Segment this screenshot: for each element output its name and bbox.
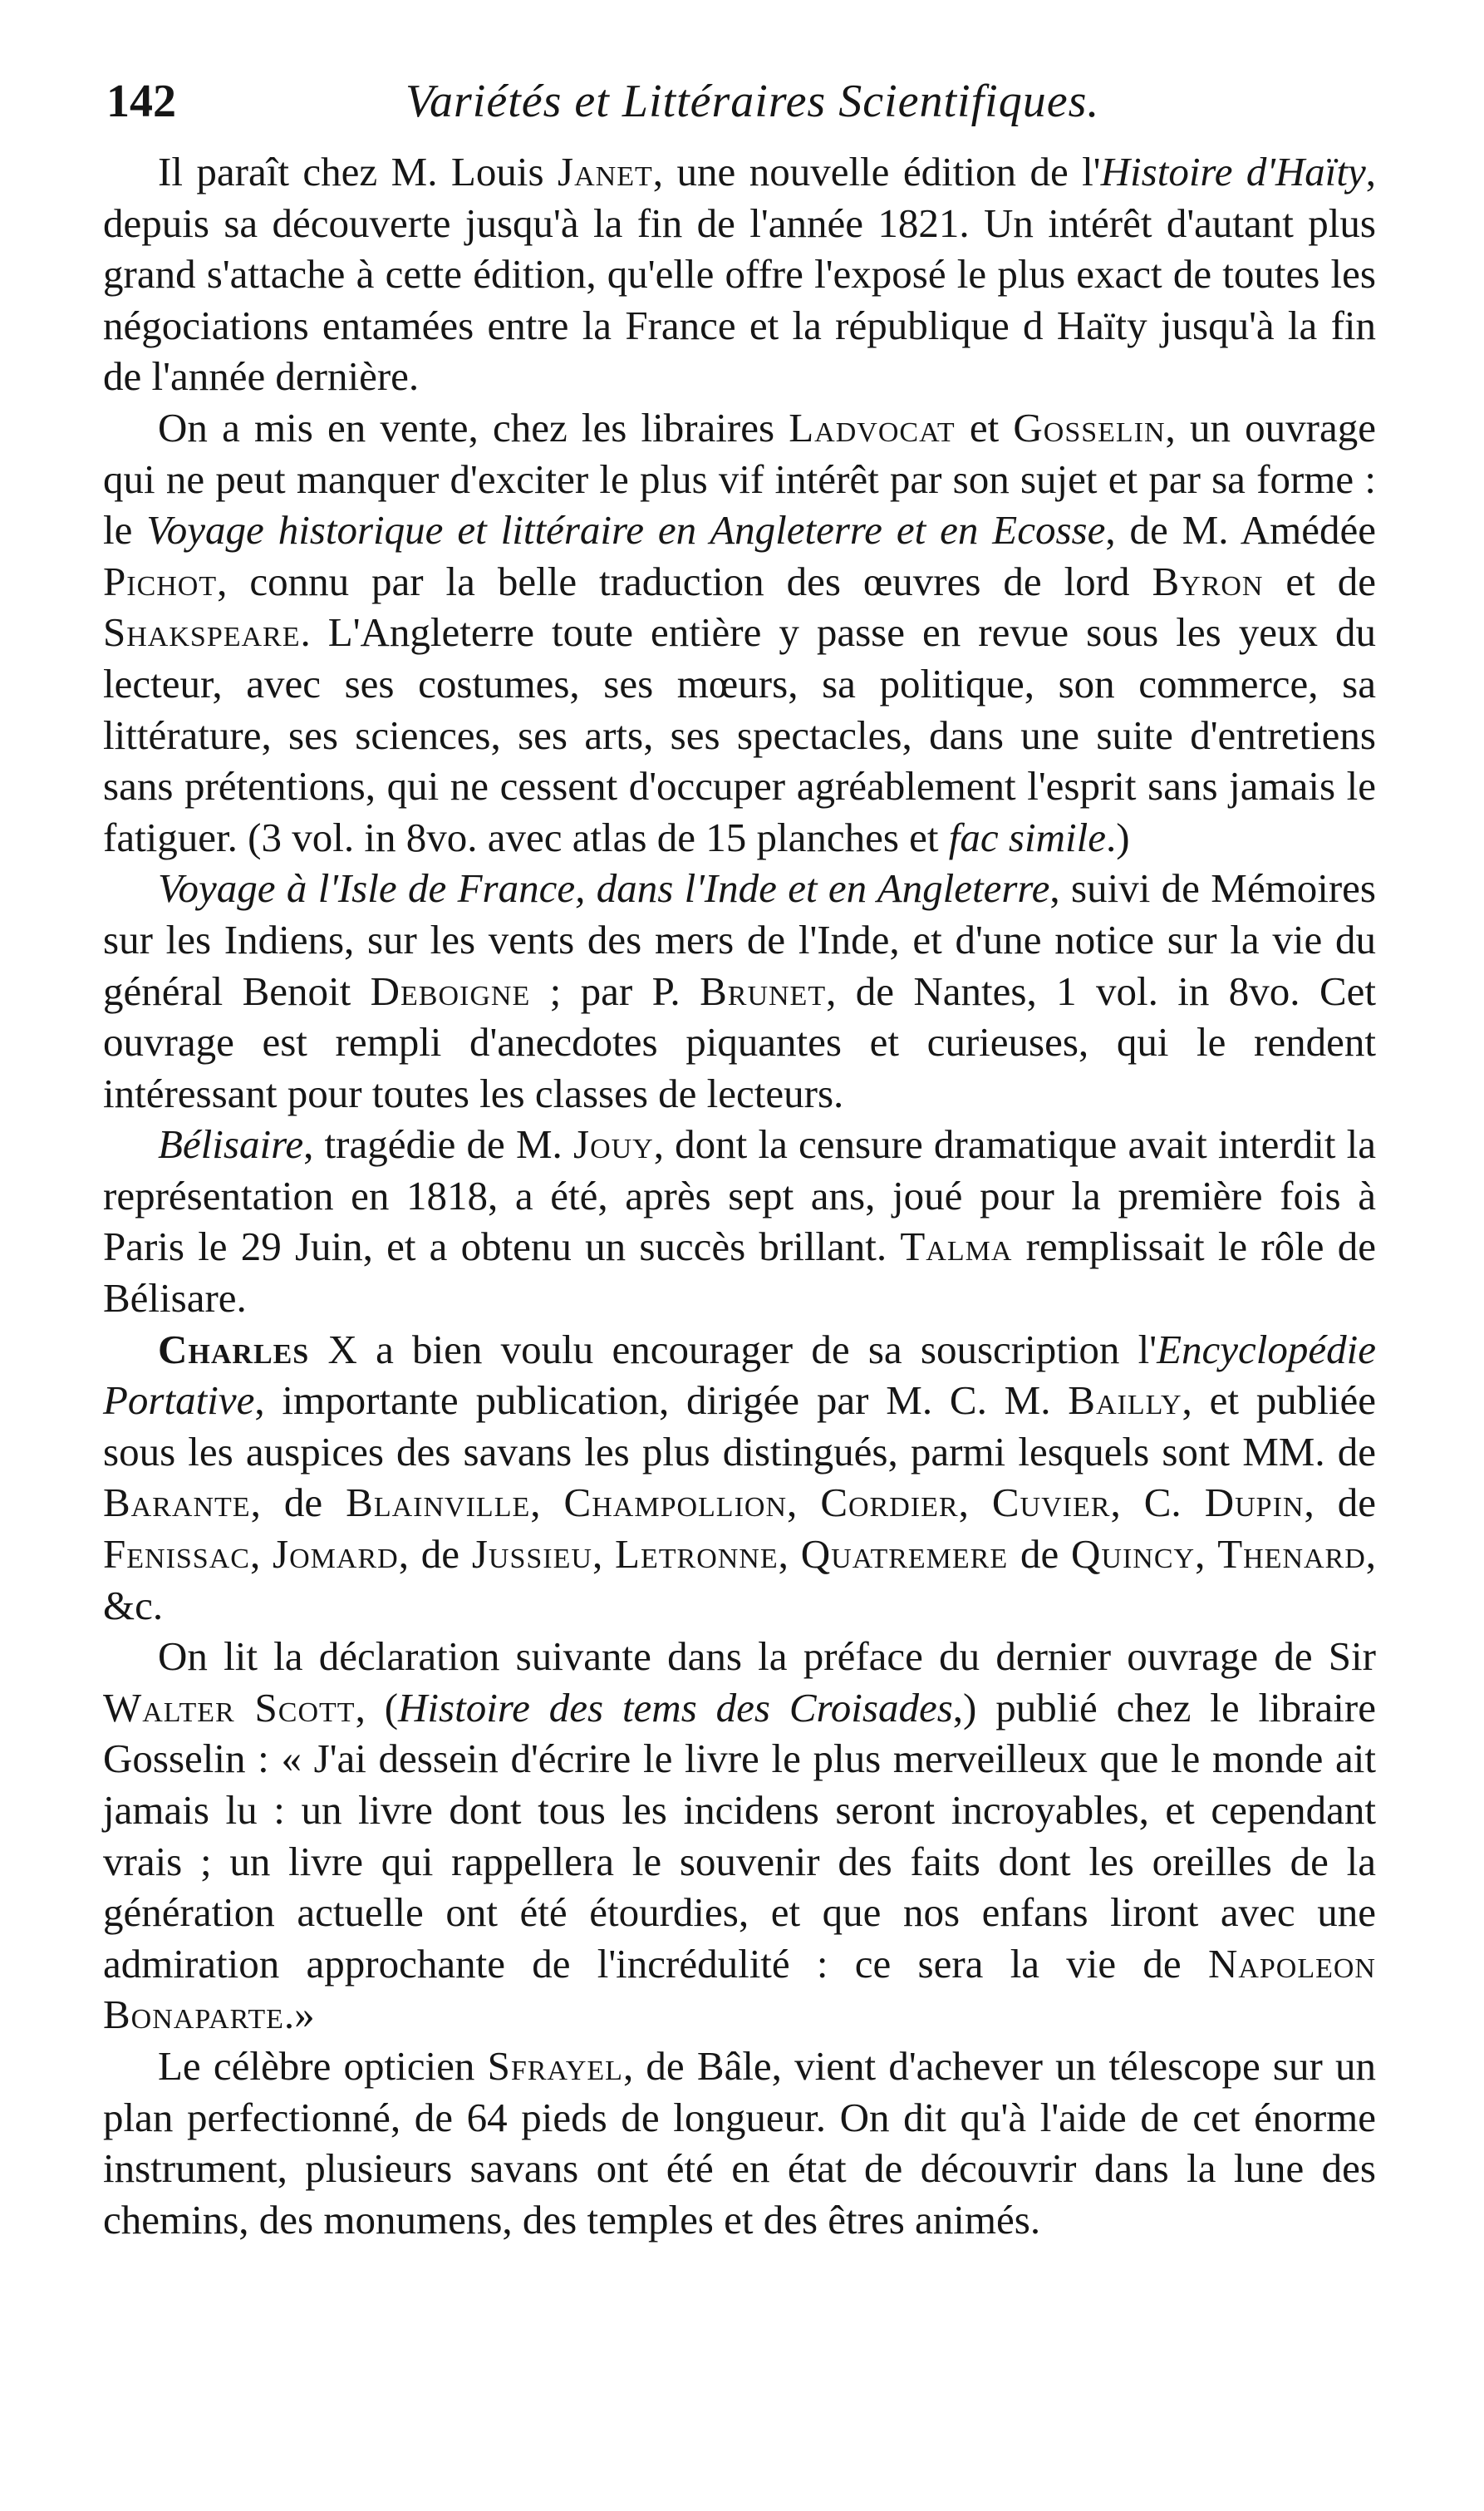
text-run: , tragédie de M. [303, 1121, 573, 1168]
text-run: , C. [1110, 1480, 1205, 1526]
italic-text: Encyclopédie Portative [103, 1326, 1376, 1424]
small-caps-name: Charles [158, 1326, 310, 1372]
paragraph-walter-scott [103, 1631, 1376, 2041]
text-run: . L'Angleterre toute entière y passe en revue sous les yeux du lecteur, avec ses costumes, ses mœurs, sa politique, son commerce, sa littérature, ses sciences, ses arts, ses spectacles, dans une suite d'entretiens sans prétentions, qui ne cessent d'occuper agréablement l'esprit sans jamais le fatiguer. (3 vol. in 8vo. avec atlas de 15 planches et [103, 609, 1376, 860]
small-caps-name: Deboigne [370, 967, 531, 1014]
text-run: , de [1304, 1480, 1377, 1526]
small-caps-name: Blainville [346, 1480, 531, 1526]
small-caps-name: Byron [1152, 558, 1264, 604]
small-caps-name: Brunet [700, 967, 827, 1014]
text-run: , &c. [103, 1531, 1377, 1628]
text-run: de [1008, 1531, 1072, 1578]
small-caps-name: Dupin [1204, 1480, 1305, 1526]
running-title: Variétés et Littéraires Scientifiques. [405, 76, 1100, 127]
small-caps-name: Janet [558, 149, 653, 194]
small-caps-name: Talma [900, 1223, 1013, 1270]
italic-text: Histoire d'Haïty [1100, 149, 1366, 194]
body-text [103, 146, 1376, 2245]
small-caps-name: Jouy [573, 1121, 654, 1168]
text-run: , [249, 1531, 273, 1578]
text-run: X a bien voulu encourager de sa souscription l' [309, 1326, 1157, 1372]
small-caps-name: Quatremere [800, 1531, 1009, 1578]
small-caps-name: Gosselin [1013, 404, 1166, 451]
text-run: .» [283, 1992, 315, 2038]
text-run: , ( [355, 1684, 399, 1731]
small-caps-name: Fenissac [103, 1531, 250, 1578]
italic-text: Bélisaire [158, 1121, 304, 1168]
paragraph-belisaire [103, 1119, 1376, 1323]
text-run: ; par P. [530, 967, 700, 1014]
italic-text: fac simile [948, 814, 1106, 860]
small-caps-name: Napoleon Bonaparte [103, 1940, 1376, 2038]
paragraph-voyage-angleterre [103, 402, 1376, 863]
small-caps-name: Jomard [273, 1531, 399, 1578]
text-run: , suivi de Mémoires sur les Indiens, sur les vents des mers de l'Inde, et d'une notice sur la vie du général Benoit [103, 865, 1376, 1014]
small-caps-name: Walter Scott [103, 1684, 356, 1731]
text-run: , dont la censure dramatique avait interdit la représentation en 1818, a été, après sept ans, joué pour la première fois à Paris le 29 Juin, et a obtenu un succès brillant. [103, 1121, 1376, 1270]
small-caps-name: Shakspeare [103, 609, 301, 656]
small-caps-name: Ladvocat [789, 404, 956, 451]
text-run: remplissait le rôle de Bélisare. [103, 1223, 1376, 1322]
text-run: , un ouvrage qui ne peut manquer d'exciter le plus vif intérêt par son sujet et par sa forme : le [103, 404, 1376, 554]
paragraph-telescope [103, 2041, 1376, 2245]
page-header [106, 66, 1386, 136]
text-run: et de [1263, 558, 1376, 604]
text-run: .) [1105, 814, 1130, 860]
text-run: , une nouvelle édition de l' [652, 149, 1101, 194]
text-run: , depuis sa découverte jusqu'à la fin de l'année 1821. Un intérêt d'autant plus grand s'attache à cette édition, qu'elle offre l'exposé le plus exact de toutes les négociations entamées entre la France et la république d Haïty jusqu'à la fin de l'année dernière. [103, 149, 1377, 400]
small-caps-name: Bailly [1068, 1377, 1182, 1424]
small-caps-name: Sfrayel [487, 2042, 623, 2089]
text-run: , de [250, 1480, 346, 1526]
text-run: et [955, 404, 1014, 451]
text-run: , de [398, 1531, 472, 1578]
text-run: , [1195, 1531, 1218, 1578]
small-caps-name: Cordier [820, 1480, 959, 1526]
text-run: , [958, 1480, 992, 1526]
text-run: , [592, 1531, 616, 1578]
italic-text: Histoire des tems des Croisades [398, 1684, 953, 1731]
text-run: , [778, 1531, 801, 1578]
small-caps-name: Champollion [563, 1480, 787, 1526]
text-run: On a mis en vente, chez les libraires [158, 404, 789, 451]
small-caps-name: Barante [103, 1480, 251, 1526]
text-run: , de Bâle, vient d'achever un télescope sur un plan perfectionné, de 64 pieds de longueur. On dit qu'à l'aide de cet énorme instrument, plusieurs savans ont été en état de découvrir dans la lune des chemins, des monumens, des temples et des êtres animés. [103, 2042, 1376, 2243]
small-caps-name: Thenard [1217, 1531, 1366, 1578]
paragraph-haiti [103, 146, 1376, 402]
text-run: , [787, 1480, 821, 1526]
text-run: , [530, 1480, 564, 1526]
text-run: On lit la déclaration suivante dans la préface du dernier ouvrage de Sir [158, 1633, 1376, 1680]
text-run: ,) publié chez le libraire Gosselin : « J'ai dessein d'écrire le livre le plus merveilleux que le monde ait jamais lu : un livre dont tous les incidens seront incroyables, et cependant vrais ; un livre qui rappellera le souvenir des faits dont les oreilles de la génération actuelle ont été étourdies, et que nos enfans liront avec une admiration approchante de l'incrédulité : ce sera la vie de [103, 1684, 1376, 1987]
italic-text: Voyage à l'Isle de France, dans l'Inde et en Angleterre [158, 865, 1050, 912]
italic-text: Voyage historique et littéraire en Angleterre et en Ecosse [146, 507, 1106, 554]
paragraph-encyclopedie [103, 1324, 1376, 1632]
text-run: , de Nantes, 1 vol. in 8vo. Cet ouvrage est rempli d'anecdotes piquantes et curieuses, qui le rendent intéressant pour toutes les classes de lecteurs. [103, 967, 1376, 1116]
paragraph-voyage-isle-de-france [103, 863, 1376, 1119]
small-caps-name: Letronne [615, 1531, 779, 1578]
text-run: , importante publication, dirigée par M. C. M. [254, 1377, 1069, 1424]
text-run: , et publiée sous les auspices des savans les plus distingués, parmi lesquels sont MM. de [103, 1377, 1376, 1475]
text-run: Il paraît chez M. Louis [158, 149, 558, 194]
text-run: , connu par la belle traduction des œuvres de lord [217, 558, 1152, 604]
text-run: Le célèbre opticien [158, 2042, 488, 2089]
small-caps-name: Pichot [103, 558, 218, 604]
small-caps-name: Quincy [1071, 1531, 1196, 1578]
small-caps-name: Cuvier [991, 1480, 1111, 1526]
text-run: , de M. Amédée [1105, 507, 1376, 554]
small-caps-name: Jussieu [471, 1531, 592, 1578]
page-number: 142 [106, 76, 176, 127]
